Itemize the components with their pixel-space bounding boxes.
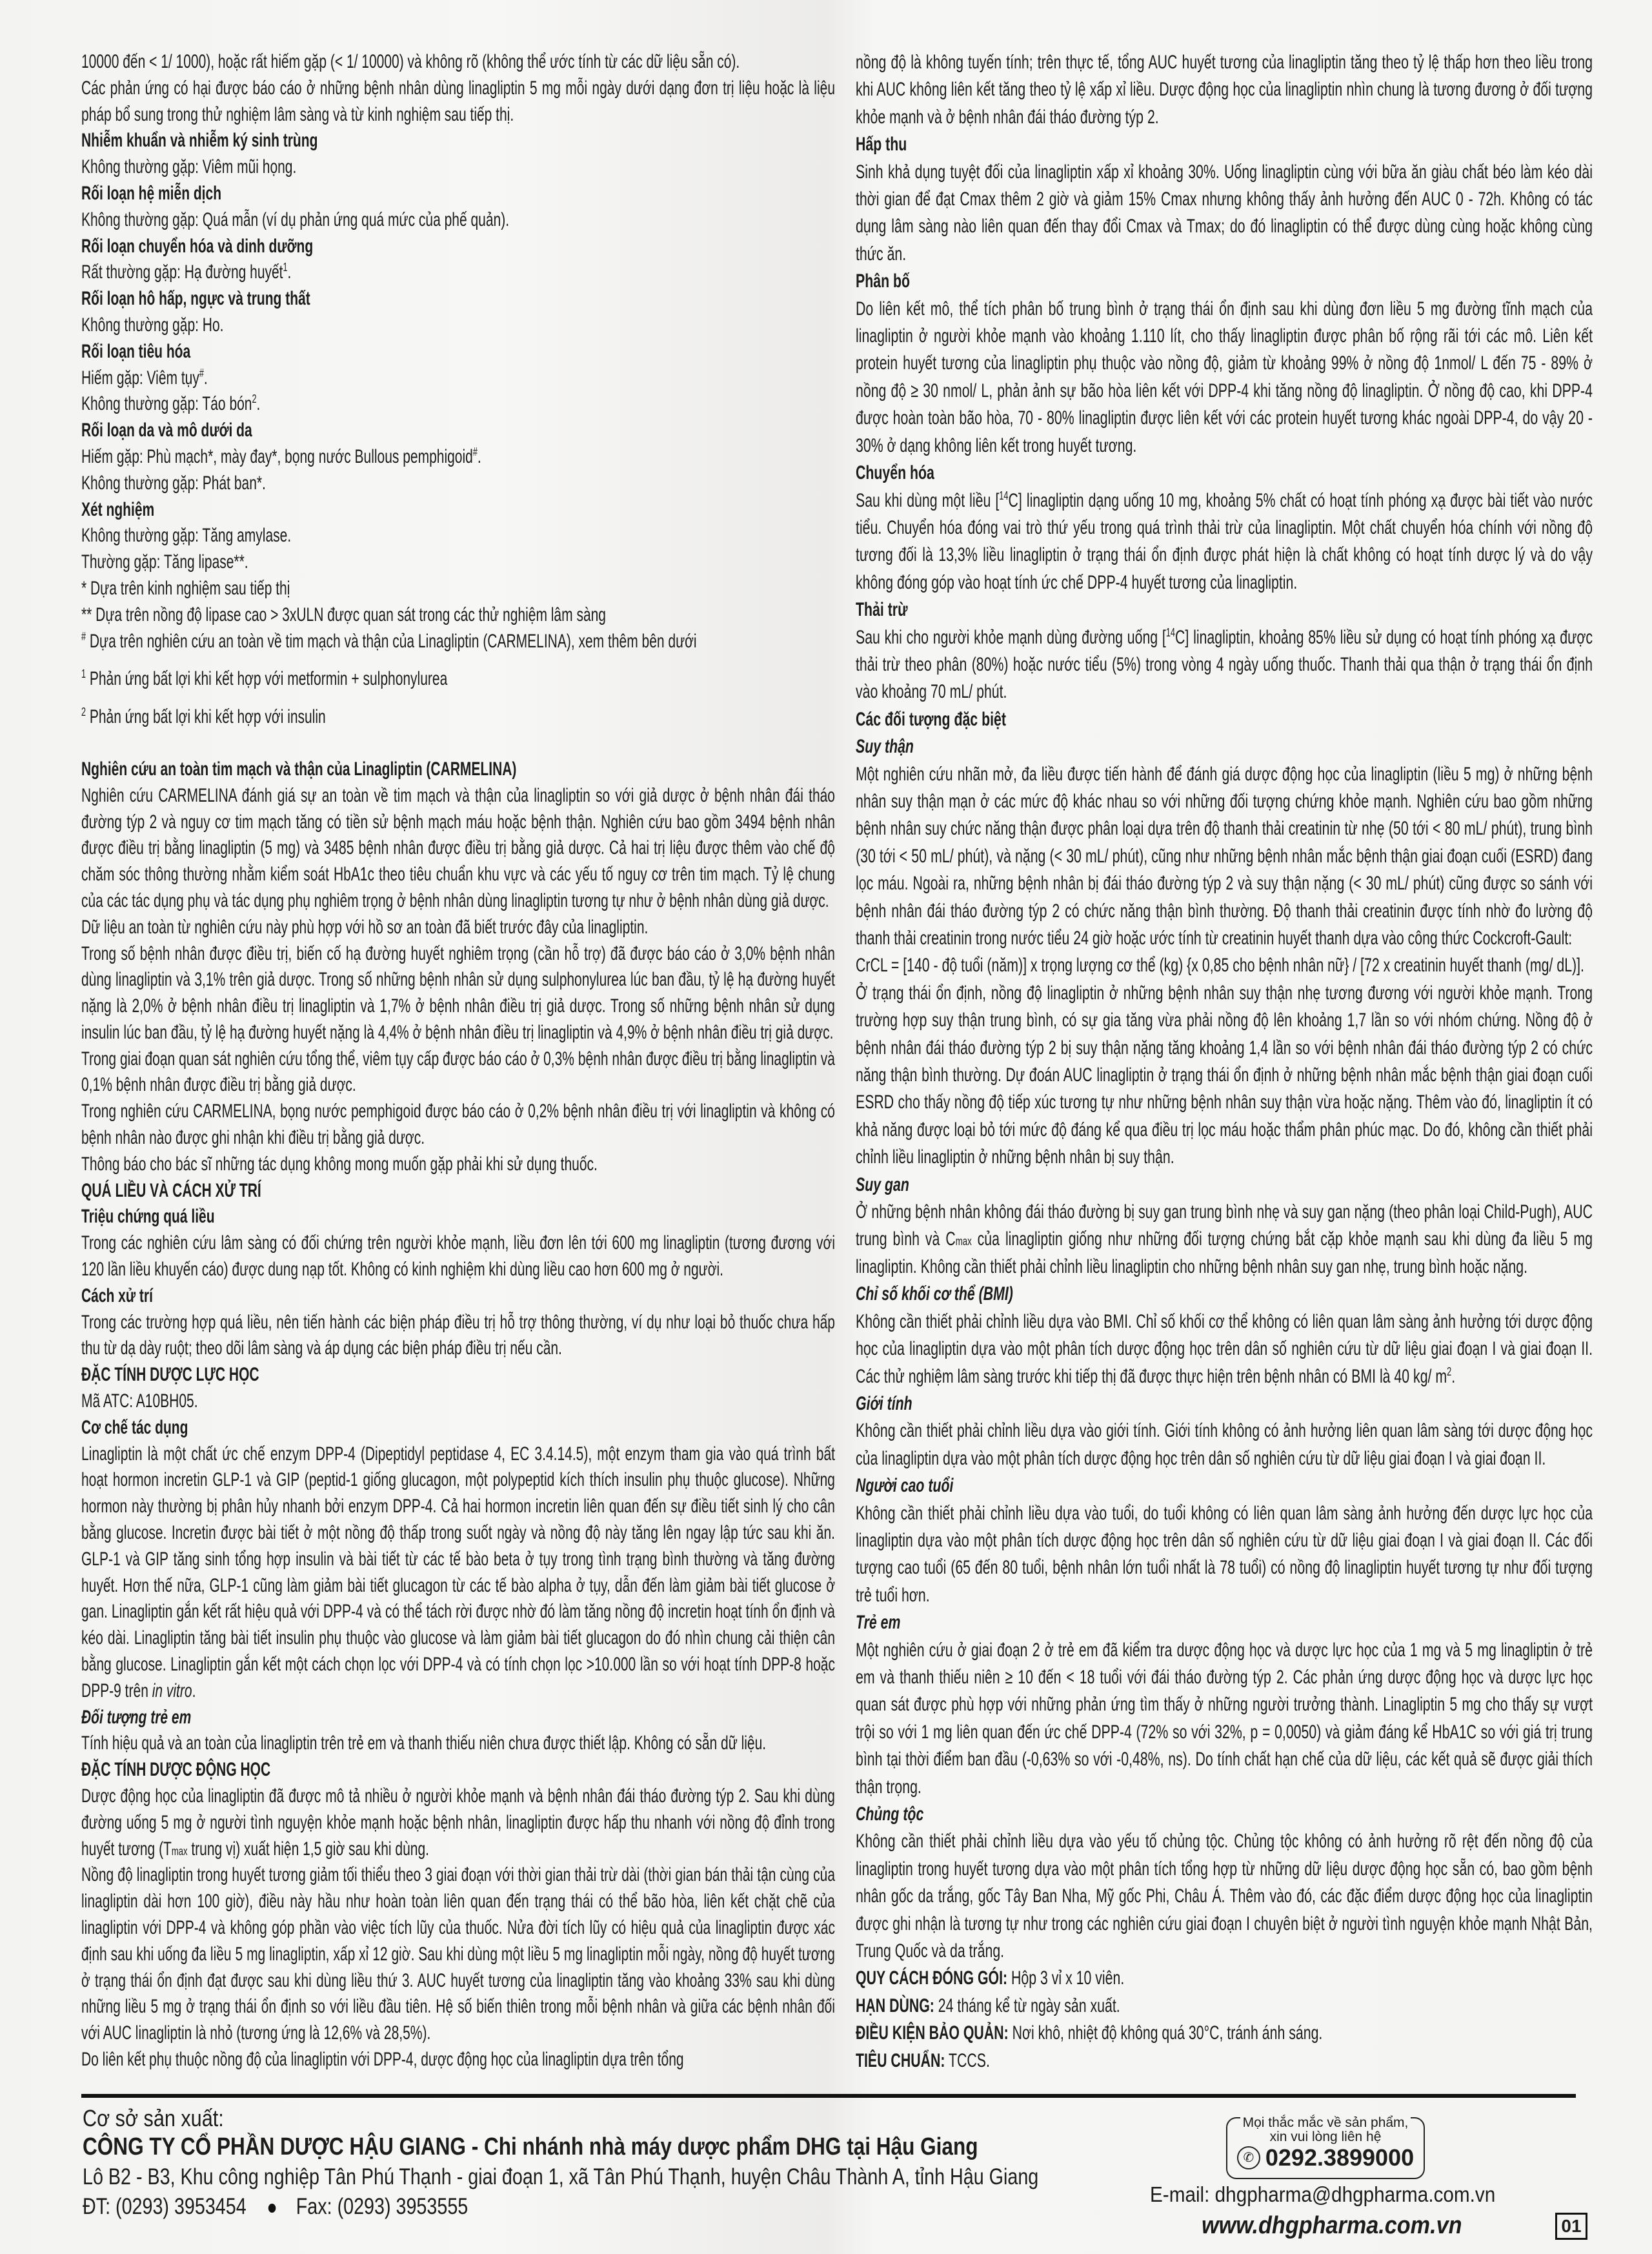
paragraph xyxy=(81,549,835,576)
text-run: Phản ứng bất lợi khi kết hợp với metformin + sulphonylurea xyxy=(86,668,448,690)
text-run: CrCL = [140 - độ tuổi (năm)] x trọng lượng cơ thể (kg) {x 0,85 cho bệnh nhân nữ} / [72 x creatinin huyết thanh (mg/ dL)]. xyxy=(856,955,1584,977)
text-run: Rối loạn chuyển hóa và dinh dưỡng xyxy=(81,235,314,257)
section-heading xyxy=(81,756,835,783)
paragraph xyxy=(81,1230,835,1283)
text-run: . xyxy=(256,393,261,415)
text-run: Trong các nghiên cứu lâm sàng có đối chứng trên người khỏe mạnh, liều đơn lên tới 600 mg linagliptin (tương đương với 120 lần liều khuyến cáo) được dung nạp tốt. Không có kinh nghiệm khi dùng liều cao hơn 600 mg ở người. xyxy=(81,1232,835,1281)
footer-divider xyxy=(81,2094,1576,2098)
section-heading xyxy=(81,1283,835,1310)
paragraph xyxy=(81,76,835,128)
section-heading xyxy=(856,733,1593,760)
text-run: # xyxy=(81,629,86,643)
text-run: Giới tính xyxy=(856,1392,912,1414)
text-run: Trong các trường hợp quá liều, nên tiến hành các biện pháp điều trị hỗ trợ thông thường, ví dụ như loại bỏ thuốc chưa hấp thu từ dạ dày ruột; theo dõi lâm sàng và áp dụng các biện pháp điều trị nếu cần. xyxy=(81,1311,835,1359)
text-run: . xyxy=(287,261,292,283)
text-run: QUÁ LIỀU VÀ CÁCH XỬ TRÍ xyxy=(81,1179,261,1201)
text-run: Nồng độ linagliptin trong huyết tương giảm tối thiểu theo 3 giai đoạn với thời gian thải trừ dài (thời gian bán thải tận cùng của linagliptin dài hơn 100 giờ), điều này hầu như hoàn toàn liên quan đến trạng thái có thể bão hòa, liên kết chặt chẽ của linagliptin với DPP-4 và không góp phần vào việc tích lũy của thuốc. Nửa đời tích lũy có hiệu quả của linagliptin được xác định sau khi uống đa liều 5 mg linagliptin, xấp xỉ 12 giờ. Sau khi dùng một liều 5 mg linagliptin mỗi ngày, nồng độ huyết tương ở trạng thái ổn định đạt được sau khi dùng liều thứ 3. AUC huyết tương của linagliptin tăng vào khoảng 33% sau khi dùng những liều 5 mg ở trạng thái ổn định so với liều đầu tiên. Hệ số biến thiên trong mỗi bệnh nhân và giữa các bệnh nhân đối với AUC linagliptin là nhỏ (tương ứng là 12,6% và 28,5%). xyxy=(81,1864,835,2044)
text-run: Hấp thu xyxy=(856,134,907,156)
paragraph xyxy=(856,952,1593,979)
text-run: Không thường gặp: Phát ban*. xyxy=(81,472,266,494)
paragraph xyxy=(81,602,835,629)
paragraph xyxy=(856,1828,1593,1965)
paragraph xyxy=(81,2047,835,2073)
text-run: trung vị) xuất hiện 1,5 giờ sau khi dùng. xyxy=(187,1838,429,1860)
paragraph xyxy=(856,761,1593,953)
text-run: Nhiễm khuẩn và nhiễm ký sinh trùng xyxy=(81,130,318,152)
text-run: Phân bố xyxy=(856,270,911,292)
text-run: Rối loạn hệ miễn dịch xyxy=(81,182,222,204)
text-run: Một nghiên cứu nhãn mở, đa liều được tiến hành để đánh giá dược động học của linagliptin (liều 5 mg) ở những bệnh nhân suy thận mạn ở các mức độ khác nhau so với những đối tượng chứng khỏe mạnh. Nghiên cứu bao gồm những bệnh nhân suy chức năng thận được phân loại dựa trên độ thanh thải creatinin từ nhẹ (50 tới < 80 mL/ phút), trung bình (30 tới < 50 mL/ phút), và nặng (< 30 mL/ phút), cũng như những bệnh nhân mắc bệnh thận giai đoạn cuối (ESRD) đang lọc máu. Ngoài ra, những bệnh nhân bị đái tháo đường týp 2 và suy thận nặng (< 30 mL/ phút) cũng được so sánh với bệnh nhân đái tháo đường týp 2 có chức năng thận bình thường. Độ thanh thải creatinin được tính nhờ đo lường độ thanh thải creatinin trong nước tiểu 24 giờ hoặc ước tính từ creatinin huyết thanh dựa vào công thức Cockcroft-Gault: xyxy=(856,763,1593,949)
text-run: Người cao tuổi xyxy=(856,1475,954,1497)
text-run: Hiếm gặp: Viêm tụy xyxy=(81,367,199,389)
section-heading xyxy=(81,234,835,260)
paragraph xyxy=(81,1152,835,1178)
text-run: Các phản ứng có hại được báo cáo ở những bệnh nhân dùng linagliptin 5 mg mỗi ngày dưới dạng đơn trị liệu hoặc là liệu pháp bổ sung trong thử nghiệm lâm sàng và từ kinh nghiệm sau tiếp thị. xyxy=(81,77,835,125)
paragraph xyxy=(81,576,835,602)
section-heading xyxy=(856,131,1593,158)
text-run: Tính hiệu quả và an toàn của linagliptin trên trẻ em và thanh thiếu niên chưa được thiết lập. Không có sẵn dữ liệu. xyxy=(81,1732,767,1754)
text-run: Hộp 3 vỉ x 10 viên. xyxy=(1007,1967,1125,1989)
text-run: Không cần thiết phải chỉnh liều dựa vào BMI. Chỉ số khối cơ thể không có liên quan lâm sàng ảnh hưởng tới dược động học của linagliptin dựa vào một phân tích dược động học trên dân số nghiên cứu từ dữ liệu giai đoạn I và giai đoạn II. Các thử nghiệm lâm sàng trước khi tiếp thị đã được thực hiện trên bệnh nhân có BMI là 40 kg/ m xyxy=(856,1310,1593,1387)
text-run: QUY CÁCH ĐÓNG GÓI: xyxy=(856,1967,1008,1989)
paragraph xyxy=(856,1417,1593,1472)
website: www.dhgpharma.com.vn xyxy=(1202,2212,1462,2239)
paragraph xyxy=(856,296,1593,460)
text-run: Chủng tộc xyxy=(856,1803,924,1825)
text-run: HẠN DÙNG: xyxy=(856,1995,934,2016)
company-name: CÔNG TY CỔ PHẦN DƯỢC HẬU GIANG - Chi nhánh nhà máy dược phẩm DHG tại Hậu Giang xyxy=(83,2133,978,2160)
paragraph xyxy=(81,1046,835,1099)
text-run: 24 tháng kể từ ngày sản xuất. xyxy=(934,1995,1120,2016)
text-run: Thông báo cho bác sĩ những tác dụng không mong muốn gặp phải khi sử dụng thuốc. xyxy=(81,1153,598,1175)
text-run: Hiếm gặp: Phù mạch*, mày đay*, bọng nước Bullous pemphigoid xyxy=(81,445,473,467)
company-address: Lô B2 - B3, Khu công nghiệp Tân Phú Thạnh - giai đoạn 1, xã Tân Phú Thạnh, huyện Châu Thành A, tỉnh Hậu Giang xyxy=(83,2164,1039,2189)
paragraph xyxy=(81,783,835,915)
manufacturer-label: Cơ sở sản xuất: xyxy=(83,2105,224,2131)
text-run: Không cần thiết phải chỉnh liều dựa vào tuổi, do tuổi không có liên quan lâm sàng ảnh hưởng đến dược lực học của linagliptin dựa vào một phân tích dược động học trên dân số nghiên cứu từ dữ liệu giai đoạn I và giai đoạn II. Các đối tượng cao tuổi (65 đến 80 tuổi, bệnh nhân lớn tuổi nhất là 78 tuổi) có nồng độ linagliptin huyết tương tự như đối tượng trẻ tuổi hơn. xyxy=(856,1502,1593,1606)
text-run: Không cần thiết phải chỉnh liều dựa vào giới tính. Giới tính không có ảnh hưởng liên quan lâm sàng tới dược động học của linagliptin dựa vào một phân tích dược động học trên dân số nghiên cứu từ dữ liệu giai đoạn I và giai đoạn II. xyxy=(856,1420,1593,1469)
paragraph xyxy=(81,391,835,418)
text-run: của linagliptin giống như những đối tượng chứng bắt cặp khỏe mạnh sau khi dùng đa liều 5 mg linagliptin. Không cần thiết phải chỉnh liều linagliptin cho những bệnh nhân suy gan nhẹ, trung bình hoặc nặng. xyxy=(856,1228,1593,1277)
text-run: Cách xử trí xyxy=(81,1284,153,1306)
phone-icon: ✆ xyxy=(1237,2146,1260,2169)
section-heading xyxy=(81,418,835,444)
paragraph xyxy=(81,666,835,693)
text-run: 1 xyxy=(283,261,288,274)
paragraph xyxy=(81,49,835,76)
text-run: * Dựa trên kinh nghiệm sau tiếp thị xyxy=(81,577,290,599)
section-heading xyxy=(856,1801,1593,1828)
text-run: . xyxy=(192,1680,196,1701)
text-run: . xyxy=(1451,1365,1456,1387)
section-heading xyxy=(81,339,835,365)
text-run: Không thường gặp: Quá mẫn (ví dụ phản ứng quá mức của phế quản). xyxy=(81,208,510,230)
text-run: 2 xyxy=(81,706,86,719)
section-heading xyxy=(856,268,1593,295)
text-run: Sau khi cho người khỏe mạnh dùng đường uống [ xyxy=(856,626,1166,648)
text-run: Ở những bệnh nhân không đái tháo đường bị suy gan trung bình nhẹ và suy gan nặng (theo phân loại Child-Pugh), AUC trung bình và C xyxy=(856,1201,1593,1250)
section-heading xyxy=(81,1204,835,1230)
text-run: Sau khi dùng một liều [ xyxy=(856,489,1000,511)
text-run: 14 xyxy=(1165,625,1176,639)
text-run: max xyxy=(955,1234,972,1248)
paragraph xyxy=(81,1862,835,2047)
text-run: # xyxy=(472,445,478,458)
text-run: Không cần thiết phải chỉnh liều dựa vào yếu tố chủng tộc. Chủng tộc không có ảnh hưởng rõ rệt đến nồng độ của linagliptin trong huyết tương dựa vào một phân tích tổng hợp từ những dữ liệu dược động học sẵn có, bao gồm bệnh nhân gốc da trắng, gốc Tây Ban Nha, Mỹ gốc Phi, Châu Á. Thêm vào đó, các đặc điểm dược động học của linagliptin được ghi nhận là tương tự như trong các nghiên cứu giai đoạn I chuyên biệt ở người tình nguyện khỏe mạnh Nhật Bản, Trung Quốc và da trắng. xyxy=(856,1831,1593,1962)
text-run: Trẻ em xyxy=(856,1612,901,1634)
section-heading xyxy=(856,460,1593,487)
paragraph xyxy=(856,624,1593,706)
text-run: 14 xyxy=(999,489,1009,502)
text-run: Triệu chứng quá liều xyxy=(81,1206,215,1228)
text-run: Dựa trên nghiên cứu an toàn về tim mạch và thận của Linagliptin (CARMELINA), xem thêm bên dưới xyxy=(86,630,697,652)
paragraph xyxy=(81,207,835,234)
paragraph xyxy=(856,1993,1593,2020)
section-heading xyxy=(81,1757,835,1783)
section-heading xyxy=(81,497,835,523)
text-run: Đối tượng trẻ em xyxy=(81,1706,192,1728)
section-heading xyxy=(81,1415,835,1441)
left-column xyxy=(81,49,835,2073)
text-run: Không thường gặp: Táo bón xyxy=(81,393,252,415)
paragraph xyxy=(856,159,1593,269)
section-heading xyxy=(81,128,835,154)
text-run: Không thường gặp: Ho. xyxy=(81,314,224,336)
section-heading xyxy=(856,596,1593,624)
text-run: Trong giai đoạn quan sát nghiên cứu tổng thể, viêm tụy cấp được báo cáo ở 0,3% bệnh nhân được điều trị bằng linagliptin và 0,1% bệnh nhân được điều trị bằng giả dược. xyxy=(81,1048,835,1096)
text-run: Thường gặp: Tăng lipase**. xyxy=(81,551,248,573)
text-run: Dược động học của linagliptin đã được mô tả nhiều ở người khỏe mạnh và bệnh nhân đái tháo đường týp 2. Sau khi dùng đường uống 5 mg ở người tình nguyện khỏe mạnh hoặc bệnh nhân, linagliptin được hấp thu nhanh với nồng độ đỉnh trong huyết tương (T xyxy=(81,1785,835,1860)
paragraph xyxy=(856,2020,1593,2047)
paragraph xyxy=(81,704,835,731)
paragraph xyxy=(81,1099,835,1152)
paragraph xyxy=(81,259,835,286)
text-run: Rối loạn da và mô dưới da xyxy=(81,420,252,442)
text-run: Rất thường gặp: Hạ đường huyết xyxy=(81,261,283,283)
paragraph xyxy=(856,1199,1593,1281)
text-run: Không thường gặp: Tăng amylase. xyxy=(81,525,292,547)
paragraph xyxy=(81,154,835,181)
section-heading xyxy=(856,1390,1593,1417)
text-run: 1 xyxy=(81,667,86,681)
text-run: 10000 đến < 1/ 1000), hoặc rất hiếm gặp (< 1/ 10000) và không rõ (không thể ước tính từ các dữ liệu sẵn có). xyxy=(81,51,740,72)
paragraph xyxy=(81,1783,835,1862)
section-heading xyxy=(856,1609,1593,1636)
hotline-caption-2: xin vui lòng liên hệ xyxy=(1269,2129,1382,2144)
section-heading xyxy=(81,1705,835,1731)
text-run: 2 xyxy=(1447,1365,1452,1378)
text-run: nồng độ là không tuyến tính; trên thực tế, tổng AUC huyết tương của linagliptin tăng theo tỷ lệ thấp hơn theo liều trong khi AUC không liên kết tăng theo tỷ lệ xấp xỉ liều. Dược động học của linagliptin nhìn chung là tương đương ở đối tượng khỏe mạnh và ở bệnh nhân đái tháo đường týp 2. xyxy=(856,52,1593,128)
text-run: Suy gan xyxy=(856,1173,909,1195)
email-address: E-mail: dhgpharma@dhgpharma.com.vn xyxy=(1150,2182,1496,2206)
paragraph xyxy=(856,1965,1593,1992)
text-run: Không thường gặp: Viêm mũi họng. xyxy=(81,156,297,178)
text-run: Suy thận xyxy=(856,736,914,758)
text-run: Trong nghiên cứu CARMELINA, bọng nước pemphigoid được báo cáo ở 0,2% bệnh nhân điều trị với linagliptin và không có bệnh nhân nào được ghi nhận khi điều trị bằng giả dược. xyxy=(81,1101,835,1149)
section-heading xyxy=(856,1172,1593,1199)
section-heading xyxy=(856,706,1593,733)
section-heading xyxy=(856,1281,1593,1308)
text-run: C] linagliptin dạng uống 10 mg, khoảng 5% chất có hoạt tính phóng xạ được bài tiết vào nước tiểu. Chuyển hóa đóng vai trò thứ yếu trong quá trình thải trừ của linagliptin. Một chất chuyển hóa chính với nồng độ tương đối là 13,3% liều linagliptin ở trạng thái ổn định được phát hiện là chất không có hoạt tính dược lý và do vậy không đóng góp vào hoạt tính ức chế DPP-4 huyết tương của linagliptin. xyxy=(856,489,1593,593)
section-heading xyxy=(81,181,835,207)
text-run: Một nghiên cứu ở giai đoạn 2 ở trẻ em đã kiểm tra dược động học và dược lực học của 1 mg và 5 mg linagliptin ở trẻ em và thanh thiếu niên ≥ 10 đến < 18 tuổi với đái tháo đường týp 2. Các phản ứng dược động học và dược lực học quan sát được phù hợp với những phản ứng tìm thấy ở những người trưởng thành. Linagliptin 5 mg cho thấy sự vượt trội so với 1 mg liên quan đến ức chế DPP-4 (72% so với 32%, p = 0,0050) và giảm đáng kể HbA1C so với giá trị trung bình tại thời điểm ban đầu (-0,63% so với -0,48%, ns). Do tính chất hạn chế của dữ liệu, các kết quả sẽ được giải thích thận trọng. xyxy=(856,1639,1593,1798)
paragraph xyxy=(856,49,1593,131)
paragraph xyxy=(81,629,835,655)
text-run: Thải trừ xyxy=(856,599,908,621)
paragraph xyxy=(856,2047,1593,2075)
text-run: Nghiên cứu CARMELINA đánh giá sự an toàn về tim mạch và thận của linagliptin so với giả dược ở bệnh nhân đái tháo đường týp 2 và nguy cơ tim mạch tăng có tiền sử bệnh mạch máu hoặc bệnh thận. Nghiên cứu bao gồm 3494 bệnh nhân được điều trị bằng linagliptin (5 mg) và 3485 bệnh nhân được điều trị bằng giả dược. Cả hai trị liệu được thêm vào chế độ chăm sóc thông thường nhằm kiểm soát HbA1c theo tiêu chuẩn khu vực và các yếu tố nguy cơ trên tim mạch. Tỷ lệ chung của các tác dụng phụ và tác dụng phụ nghiêm trọng ở bệnh nhân dùng linagliptin tương tự như ở bệnh nhân dùng giả dược. xyxy=(81,784,835,911)
text-run: Cơ chế tác dụng xyxy=(81,1416,188,1438)
paragraph xyxy=(856,487,1593,597)
text-run: . xyxy=(203,367,208,389)
paragraph xyxy=(856,980,1593,1172)
section-heading xyxy=(81,286,835,312)
text-run: C] linagliptin, khoảng 85% liều sử dụng có hoạt tính phóng xạ được thải trừ theo phân (80%) hoặc nước tiểu (5%) trong vòng 4 ngày uống thuốc. Thanh thải qua thận ở trạng thái ổn định vào khoảng 70 mL/ phút. xyxy=(856,626,1593,703)
paragraph xyxy=(81,365,835,392)
page-number: 01 xyxy=(1555,2213,1587,2240)
text-run: Xét nghiệm xyxy=(81,498,155,520)
text-run: Dữ liệu an toàn từ nghiên cứu này phù hợp với hồ sơ an toàn đã biết trước đây của linagliptin. xyxy=(81,916,649,938)
text-run: Chuyển hóa xyxy=(856,462,934,484)
text-run: 2 xyxy=(252,392,257,406)
paragraph xyxy=(856,1308,1593,1390)
section-heading xyxy=(81,1362,835,1388)
text-run: Nghiên cứu an toàn tim mạch và thận của Linagliptin (CARMELINA) xyxy=(81,758,517,780)
text-run: Sinh khả dụng tuyệt đối của linagliptin xấp xỉ khoảng 30%. Uống linagliptin cùng với bữa ăn giàu chất béo làm kéo dài thời gian để đạt Cmax thêm 2 giờ và giảm 15% Cmax nhưng không thấy ảnh hưởng đến AUC 0 - 72h. Không có tác dụng lâm sàng nào liên quan đến thay đổi Cmax và Tmax; do đó linagliptin có thể được dùng cùng hoặc không cùng thức ăn. xyxy=(856,161,1593,265)
paragraph xyxy=(81,1388,835,1415)
text-run: Trong số bệnh nhân được điều trị, biến cố hạ đường huyết nghiêm trọng (cần hỗ trợ) đã được báo cáo ở 3,0% bệnh nhân dùng linagliptin và 3,1% trên giả dược. Trong số những bệnh nhân sử dụng sulphonylurea lúc ban đầu, tỷ lệ hạ đường huyết nặng là 2,0% ở bệnh nhân điều trị linagliptin và 1,7% ở bệnh nhân điều trị giả dược. Trong số những bệnh nhân sử dụng insulin lúc ban đầu, tỷ lệ hạ đường huyết nặng là 4,4% ở bệnh nhân điều trị linagliptin và 4,9% ở bệnh nhân điều trị giả dược. xyxy=(81,942,835,1043)
text-run: Do liên kết phụ thuộc nồng độ của linagliptin với DPP-4, dược động học của linagliptin dựa trên tổng xyxy=(81,2048,684,2070)
text-run: TCCS. xyxy=(945,2049,990,2071)
text-run: Do liên kết mô, thể tích phân bố trung bình ở trạng thái ổn định sau khi dùng đơn liều 5 mg đường tĩnh mạch của linagliptin ở người khỏe mạnh vào khoảng 1.110 lít, cho thấy linagliptin được phân bố rộng rãi tới các mô. Liên kết protein huyết tương của linagliptin phụ thuộc vào nồng độ, giảm từ khoảng 99% ở nồng độ 1nmol/ L đến 75 - 89% ở nồng độ ≥ 30 nmol/ L, phản ảnh sự bão hòa liên kết với DPP-4 khi tăng nồng độ linagliptin. Ở nồng độ cao, khi DPP-4 được hoàn toàn bão hòa, 70 - 80% linagliptin được liên kết với các protein huyết tương khác ngoài DPP-4, do vậy 20 - 30% ở dạng không liên kết trong huyết tương. xyxy=(856,298,1593,456)
text-run: ĐẶC TÍNH DƯỢC LỰC HỌC xyxy=(81,1364,259,1386)
right-column xyxy=(856,49,1593,2075)
text-run: Ở trạng thái ổn định, nồng độ linagliptin ở những bệnh nhân suy thận nhẹ tương đương với người khỏe mạnh. Trong trường hợp suy thận trung bình, có sự gia tăng vừa phải nồng độ lên khoảng 1,7 lần so với nhóm chứng. Nồng độ ở bệnh nhân đái tháo đường týp 2 bị suy thận nặng tăng khoảng 1,4 lần so với bệnh nhân đái tháo đường týp 2 có chức năng thận bình thường. Dự đoán AUC linagliptin ở trạng thái ổn định ở những bệnh nhân mắc bệnh thận giai đoạn cuối ESRD cho thấy nồng độ tiếp xúc tương tự như những bệnh nhân suy thận vừa hoặc nặng. Thêm vào đó, linagliptin ít có khả năng được loại bỏ tới mức độ đáng kể qua điều trị lọc máu hoặc thẩm phân phúc mạc. Do đó, không cần thiết phải chỉnh liều linagliptin ở những bệnh nhân bị suy thận. xyxy=(856,982,1593,1168)
text-run: ĐIỀU KIỆN BẢO QUẢN: xyxy=(856,2022,1009,2044)
paragraph xyxy=(81,1731,835,1757)
text-run: max xyxy=(171,1843,188,1858)
hotline-number: 0292.3899000 xyxy=(1265,2144,1415,2171)
fax-number: Fax: (0293) 3953555 xyxy=(296,2194,468,2219)
paragraph xyxy=(81,1441,835,1705)
text-run: ĐẶC TÍNH DƯỢC ĐỘNG HỌC xyxy=(81,1759,271,1781)
text-run: in vitro xyxy=(152,1680,192,1701)
paragraph xyxy=(81,444,835,471)
text-run: Mã ATC: A10BH05. xyxy=(81,1390,198,1412)
text-run: # xyxy=(199,366,204,380)
hotline-caption-1: Mọi thắc mắc về sản phẩm, xyxy=(1240,2116,1411,2130)
text-run: Các đối tượng đặc biệt xyxy=(856,708,1006,730)
text-run: . xyxy=(477,445,481,467)
text-run: ** Dựa trên nồng độ lipase cao > 3xULN được quan sát trong các thử nghiệm lâm sàng xyxy=(81,604,606,625)
bullet-icon xyxy=(268,2204,276,2213)
hotline-box xyxy=(1226,2117,1425,2179)
text-run: Phản ứng bất lợi khi kết hợp với insulin xyxy=(86,706,326,728)
paragraph xyxy=(856,1637,1593,1801)
section-heading xyxy=(856,1472,1593,1499)
text-run: Chỉ số khối cơ thể (BMI) xyxy=(856,1283,1013,1305)
paragraph xyxy=(81,471,835,497)
phone-number: ĐT: (0293) 3953454 xyxy=(83,2194,247,2219)
paragraph xyxy=(81,523,835,549)
paragraph xyxy=(81,941,835,1046)
paragraph xyxy=(81,915,835,941)
paragraph xyxy=(81,312,835,339)
paragraph xyxy=(81,1310,835,1363)
text-run: Rối loạn tiêu hóa xyxy=(81,340,191,362)
text-run: Linagliptin là một chất ức chế enzym DPP-4 (Dipeptidyl peptidase 4, EC 3.4.14.5), một enzym tham gia vào quá trình bất hoạt hormon incretin GLP-1 và GIP (peptid-1 giống glucagon, một polypeptid kích thích insulin phụ thuộc glucose). Những hormon này thường bị phân hủy nhanh bởi enzym DPP-4. Cả hai hormon incretin liên quan đến sự điều tiết sinh lý cho cân bằng glucose. Incretin được bài tiết ở một nồng độ thấp trong suốt ngày và nồng độ này tăng lên ngay lập tức sau khi ăn. GLP-1 và GIP tăng sinh tổng hợp insulin và bài tiết từ các tế bào beta ở tụy trong tình trạng bình thường và tăng đường huyết. Hơn thế nữa, GLP-1 cũng làm giảm bài tiết glucagon từ các tế bào alpha ở tụy, dẫn đến làm giảm bài tiết glucose ở gan. Linagliptin gắn kết rất hiệu quả với DPP-4 và có thể tách rời được nhờ đó làm tăng nồng độ incretin hoạt tính ổn định và kéo dài. Linagliptin tăng bài tiết insulin phụ thuộc vào glucose và làm giảm bài tiết glucagon do đó nhìn chung cải thiện cân bằng glucose. Linagliptin gắn kết một cách chọn lọc với DPP-4 và có tính chọn lọc >10.000 lần so với hoạt tính DPP-8 hoặc DPP-9 trên xyxy=(81,1443,835,1701)
text-run: Rối loạn hô hấp, ngực và trung thất xyxy=(81,288,310,310)
text-run: Nơi khô, nhiệt độ không quá 30°C, tránh ánh sáng. xyxy=(1008,2022,1323,2044)
section-heading xyxy=(81,1178,835,1204)
text-run: TIÊU CHUẨN: xyxy=(856,2049,945,2071)
contact-numbers xyxy=(83,2195,468,2220)
paragraph xyxy=(856,1500,1593,1610)
